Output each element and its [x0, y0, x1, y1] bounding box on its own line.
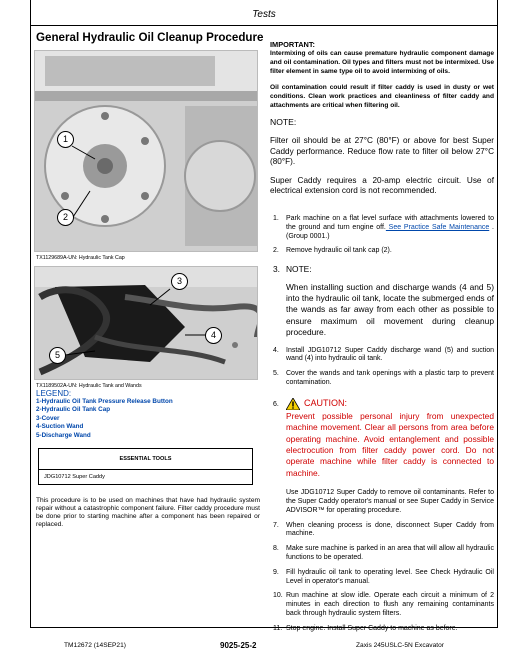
step-number: 2.: [273, 247, 279, 255]
header-divider: [30, 25, 498, 26]
step-number: 10.: [273, 592, 283, 600]
footer-model: Zaxis 245USLC-5N Excavator: [356, 642, 444, 649]
step-number: 1.: [273, 214, 279, 222]
section-title: General Hydraulic Oil Cleanup Procedure: [36, 31, 264, 44]
callout-5: 5: [49, 347, 66, 364]
step-10: [270, 592, 494, 618]
step-text: When cleaning process is done, disconnect Super Caddy from machine.: [286, 521, 494, 538]
step-text: Fill hydraulic oil tank to operating level. See Check Hydraulic Oil Level in operator's manual.: [286, 568, 494, 585]
photo2-caption: TX1189502A-UN: Hydraulic Tank and Wands: [36, 383, 142, 389]
step-number: 6.: [273, 400, 279, 408]
essential-tools-table: [38, 448, 253, 485]
note-label: NOTE:: [270, 117, 297, 127]
right-column: [270, 40, 494, 640]
caution-header: [286, 398, 494, 410]
step-number: 3.: [273, 264, 280, 275]
step-11: [270, 625, 494, 634]
caution-label: CAUTION:: [304, 398, 348, 409]
photo1-caption: TX1129689A-UN: Hydraulic Tank Cap: [36, 255, 125, 261]
tools-table-header: ESSENTIAL TOOLS: [39, 449, 253, 470]
step-number: 5.: [273, 370, 279, 378]
step-text-tail: . (Group 0001.): [286, 223, 494, 240]
callout-2: 2: [57, 209, 74, 226]
step-text: Run machine at slow idle. Operate each circuit a minimum of 2 minutes in each direction to flush any remaining contaminants back through hydraulic system filters.: [286, 592, 494, 617]
step-text: Remove hydraulic oil tank cap (2).: [286, 247, 392, 255]
legend-item: 4-Suction Wand: [36, 423, 84, 431]
step-7: [270, 522, 494, 540]
step-note-label: NOTE:: [286, 264, 312, 275]
step-9: [270, 569, 494, 587]
footer-doc-id: TM12672 (14SEP21): [64, 642, 126, 649]
important-text: Intermixing of oils can cause premature hydraulic component damage and oil contamination. Oil types and filters must not be intermixed. Use filter element in same type oil to avoid intermixing of oils.: [270, 50, 494, 75]
step-note-text: When installing suction and discharge wands (4 and 5) into the hydraulic oil tank, locate the submerged ends of the wands as far away from each other as possible to ensure maximum oil movement during cleanup procedure.: [286, 281, 494, 338]
step-text: Install JDG10712 Super Caddy discharge wand (5) and suction wand (4) into hydraulic oil tank.: [286, 346, 494, 363]
step-number: 7.: [273, 521, 279, 529]
callout-3: 3: [171, 273, 188, 290]
step-number: 8.: [273, 545, 279, 553]
tank-and-wands-photo: [34, 266, 258, 380]
legend-item: 1-Hydraulic Oil Tank Pressure Release Button: [36, 398, 173, 405]
step-number: 11.: [273, 624, 283, 632]
step-text: Park machine on a flat level surface with attachments lowered to the ground and turn engine off.: [286, 214, 494, 231]
legend-item: 2-Hydraulic Oil Tank Cap: [36, 406, 111, 414]
callout-4: 4: [205, 327, 222, 344]
note-text-1: Filter oil should be at 27°C (80°F) or above for best Super Caddy performance. Reduce flow rate to filter oil below 27°C (80°F).: [270, 136, 494, 167]
note-text-2: Super Caddy requires a 20-amp electric circuit. Use of electrical extension cord is not recommended.: [270, 175, 494, 196]
footer-page-number: 9025-25-2: [220, 641, 257, 650]
step-6-instructions: Use JDG10712 Super Caddy to remove oil contaminants. Refer to the Super Caddy operator's manual or see Super Caddy in Service ADVISOR™ for operating procedure.: [286, 489, 494, 514]
caution-text: Prevent possible personal injury from unexpected machine movement. Clear all persons from area before operating machine. Avoid entanglement and possible electrocution from filter caddy power cord. Do not operate machine while filter caddy is connected to machine.: [286, 410, 494, 478]
step-number: 9.: [273, 568, 279, 576]
step-number: 4.: [273, 346, 279, 354]
step-2: [270, 247, 494, 256]
warning-triangle-icon: [286, 398, 300, 410]
callout-1: 1: [57, 131, 74, 148]
step-3: [270, 264, 494, 338]
page-header-title: Tests: [252, 9, 276, 20]
tank-wands-illustration: [35, 267, 257, 379]
hydraulic-tank-cap-photo: [34, 50, 258, 252]
step-6: [270, 398, 494, 479]
step-1: [270, 215, 494, 241]
practice-safe-maintenance-link[interactable]: See Practice Safe Maintenance: [385, 223, 490, 231]
step-5: [270, 370, 494, 388]
tools-table-cell: JDG10712 Super Caddy: [39, 470, 253, 485]
important-text-2: Oil contamination could result if filter caddy is used in dusty or wet conditions. Clean work practices and cleanliness of filter caddy and attachments are critical when filtering oil.: [270, 84, 494, 109]
legend-list: [36, 398, 260, 440]
step-text: Cover the wands and tank openings with a plastic tarp to prevent contamination.: [286, 370, 494, 386]
step-text: Stop engine. Install Super Caddy to machine as before.: [286, 624, 458, 632]
important-title: IMPORTANT:: [270, 40, 316, 49]
step-4: [270, 347, 494, 365]
left-column: [34, 31, 264, 529]
legend-item: 5-Discharge Wand: [36, 431, 91, 439]
legend-title: LEGEND:: [36, 389, 72, 398]
step-text: Make sure machine is parked in an area that will allow all hydraulic functions to be operated.: [286, 545, 494, 561]
legend-item: 3-Cover: [36, 414, 60, 422]
step-8: [270, 545, 494, 563]
intro-paragraph: This procedure is to be used on machines that have had hydraulic system repair without a catastrophic component failure. Filter caddy procedure must be done prior to starting machine after a component has been repaired or replaced.: [36, 497, 260, 529]
